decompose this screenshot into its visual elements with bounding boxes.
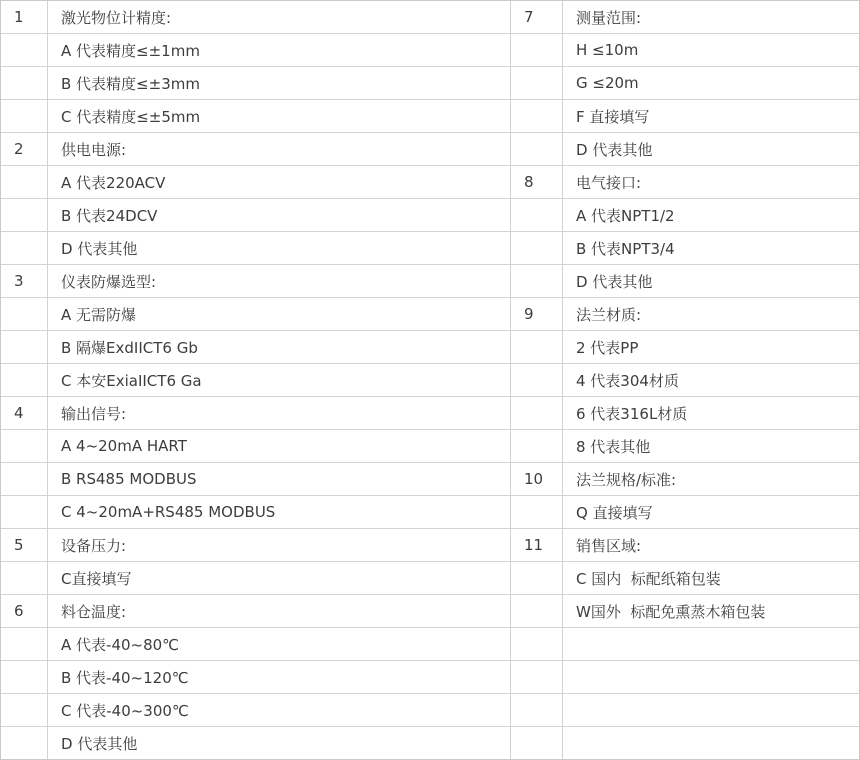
row-text-cell: 4 代表304材质 — [576, 371, 679, 390]
row-number-cell — [511, 628, 563, 660]
row-number-cell — [1, 727, 48, 759]
row-text-cell: B 隔爆ExdIICT6 Gb — [61, 338, 198, 357]
row-number-cell — [511, 34, 563, 66]
table-row — [1, 331, 510, 364]
row-number-cell — [1, 661, 48, 693]
table-row — [511, 595, 859, 628]
row-text-cell: 8 代表其他 — [576, 437, 651, 456]
table-row — [1, 100, 510, 133]
table-row — [1, 628, 510, 661]
row-number-cell — [1, 34, 48, 66]
row-number-cell — [1, 364, 48, 396]
row-text-cell: A 无需防爆 — [61, 305, 137, 324]
row-number-cell — [1, 232, 48, 264]
table-row — [511, 331, 859, 364]
row-number-cell — [1, 694, 48, 726]
row-number-cell: 10 — [511, 463, 563, 495]
row-number-cell: 9 — [511, 298, 563, 330]
table-row — [1, 199, 510, 232]
row-text-cell: D 代表其他 — [61, 734, 138, 753]
table-row — [511, 694, 859, 727]
table-row — [511, 166, 859, 199]
row-number-cell — [1, 562, 48, 594]
table-row — [1, 397, 510, 430]
row-text-cell: A 代表220ACV — [61, 173, 166, 192]
row-number-cell — [511, 727, 563, 759]
row-text-cell: C 本安ExiaIICT6 Ga — [61, 371, 202, 390]
table-row — [511, 562, 859, 595]
row-number-cell — [1, 463, 48, 495]
row-text-cell: 仪表防爆选型: — [61, 272, 157, 291]
row-number-cell — [511, 265, 563, 297]
row-number-cell — [511, 331, 563, 363]
row-text-cell: A 4~20mA HART — [61, 437, 187, 455]
table-row — [511, 628, 859, 661]
table-row — [511, 661, 859, 694]
row-number-cell: 4 — [1, 397, 48, 429]
table-row — [1, 34, 510, 67]
table-row — [1, 232, 510, 265]
row-number-cell: 11 — [511, 529, 563, 561]
row-text-cell: C 代表-40~300℃ — [61, 701, 189, 720]
table-row — [511, 199, 859, 232]
table-row — [1, 496, 510, 529]
table-row — [511, 1, 859, 34]
row-text-cell: W国外 标配免熏蒸木箱包装 — [576, 602, 766, 621]
table-row — [1, 562, 510, 595]
table-row — [511, 232, 859, 265]
row-number-cell — [511, 430, 563, 462]
row-text-cell: C直接填写 — [61, 569, 132, 588]
row-number-cell — [511, 232, 563, 264]
table-row — [511, 496, 859, 529]
row-number-cell — [511, 397, 563, 429]
row-number-cell — [1, 298, 48, 330]
row-text-cell: D 代表其他 — [61, 239, 138, 258]
row-text-cell — [563, 661, 859, 693]
table-row — [511, 34, 859, 67]
table-row — [511, 100, 859, 133]
row-number-cell — [1, 496, 48, 528]
row-text-cell: 法兰规格/标准: — [576, 470, 677, 489]
row-number-cell — [1, 100, 48, 132]
row-text-cell: B RS485 MODBUS — [61, 470, 197, 488]
table-row — [1, 430, 510, 463]
row-text-cell: C 代表精度≤±5mm — [61, 107, 201, 126]
row-text-cell: B 代表精度≤±3mm — [61, 74, 200, 93]
row-text-cell: 测量范围: — [576, 8, 642, 27]
row-number-cell — [511, 595, 563, 627]
row-number-cell: 6 — [1, 595, 48, 627]
table-row — [511, 727, 859, 759]
row-text-cell: A 代表精度≤±1mm — [61, 41, 200, 60]
table-row — [1, 661, 510, 694]
row-text-cell: 料仓温度: — [61, 602, 127, 621]
row-number-cell — [1, 628, 48, 660]
row-number-cell — [1, 199, 48, 231]
table-row — [511, 529, 859, 562]
table-row — [1, 463, 510, 496]
table-row — [1, 166, 510, 199]
table-row — [511, 397, 859, 430]
spec-table-right — [511, 1, 859, 759]
row-number-cell: 1 — [1, 1, 48, 33]
row-number-cell: 3 — [1, 265, 48, 297]
row-text-cell: 供电电源: — [61, 140, 127, 159]
row-number-cell — [1, 67, 48, 99]
row-number-cell — [511, 100, 563, 132]
row-number-cell: 8 — [511, 166, 563, 198]
table-row — [511, 298, 859, 331]
row-text-cell: C 4~20mA+RS485 MODBUS — [61, 503, 276, 521]
row-number-cell — [511, 562, 563, 594]
row-text-cell: B 代表-40~120℃ — [61, 668, 189, 687]
row-text-cell: 电气接口: — [576, 173, 642, 192]
table-row — [1, 265, 510, 298]
table-row — [511, 67, 859, 100]
row-number-cell — [511, 67, 563, 99]
table-row — [1, 67, 510, 100]
row-text-cell: 销售区域: — [576, 536, 642, 555]
row-text-cell: 2 代表PP — [576, 338, 639, 357]
row-number-cell: 2 — [1, 133, 48, 165]
row-number-cell — [511, 694, 563, 726]
row-text-cell: H ≤10m — [576, 41, 639, 59]
row-number-cell — [511, 496, 563, 528]
table-row — [511, 133, 859, 166]
row-text-cell: D 代表其他 — [576, 140, 653, 159]
table-row — [1, 1, 510, 34]
row-text-cell: 法兰材质: — [576, 305, 642, 324]
table-row — [511, 430, 859, 463]
row-text-cell: B 代表NPT3/4 — [576, 239, 675, 258]
row-text-cell: A 代表-40~80℃ — [61, 635, 180, 654]
spec-table-left — [1, 1, 511, 759]
row-text-cell — [563, 628, 859, 660]
row-number-cell — [511, 199, 563, 231]
row-number-cell — [511, 661, 563, 693]
table-row — [511, 364, 859, 397]
row-text-cell: 6 代表316L材质 — [576, 404, 688, 423]
table-row — [1, 529, 510, 562]
row-text-cell: B 代表24DCV — [61, 206, 158, 225]
row-text-cell: F 直接填写 — [576, 107, 650, 126]
table-row — [1, 364, 510, 397]
row-number-cell — [511, 364, 563, 396]
row-text-cell: A 代表NPT1/2 — [576, 206, 675, 225]
row-text-cell — [563, 694, 859, 726]
row-text-cell: 设备压力: — [61, 536, 127, 555]
table-row — [1, 694, 510, 727]
table-row — [1, 298, 510, 331]
table-row — [1, 727, 510, 759]
table-row — [511, 265, 859, 298]
row-text-cell: G ≤20m — [576, 74, 639, 92]
row-number-cell: 7 — [511, 1, 563, 33]
row-number-cell — [1, 430, 48, 462]
table-row — [511, 463, 859, 496]
row-text-cell — [563, 727, 859, 759]
row-text-cell: Q 直接填写 — [576, 503, 653, 522]
row-number-cell — [1, 166, 48, 198]
table-row — [1, 133, 510, 166]
row-number-cell — [1, 331, 48, 363]
row-number-cell — [511, 133, 563, 165]
row-number-cell: 5 — [1, 529, 48, 561]
row-text-cell: C 国内 标配纸箱包装 — [576, 569, 721, 588]
table-row — [1, 595, 510, 628]
row-text-cell: 激光物位计精度: — [61, 8, 172, 27]
row-text-cell: D 代表其他 — [576, 272, 653, 291]
row-text-cell: 输出信号: — [61, 404, 127, 423]
